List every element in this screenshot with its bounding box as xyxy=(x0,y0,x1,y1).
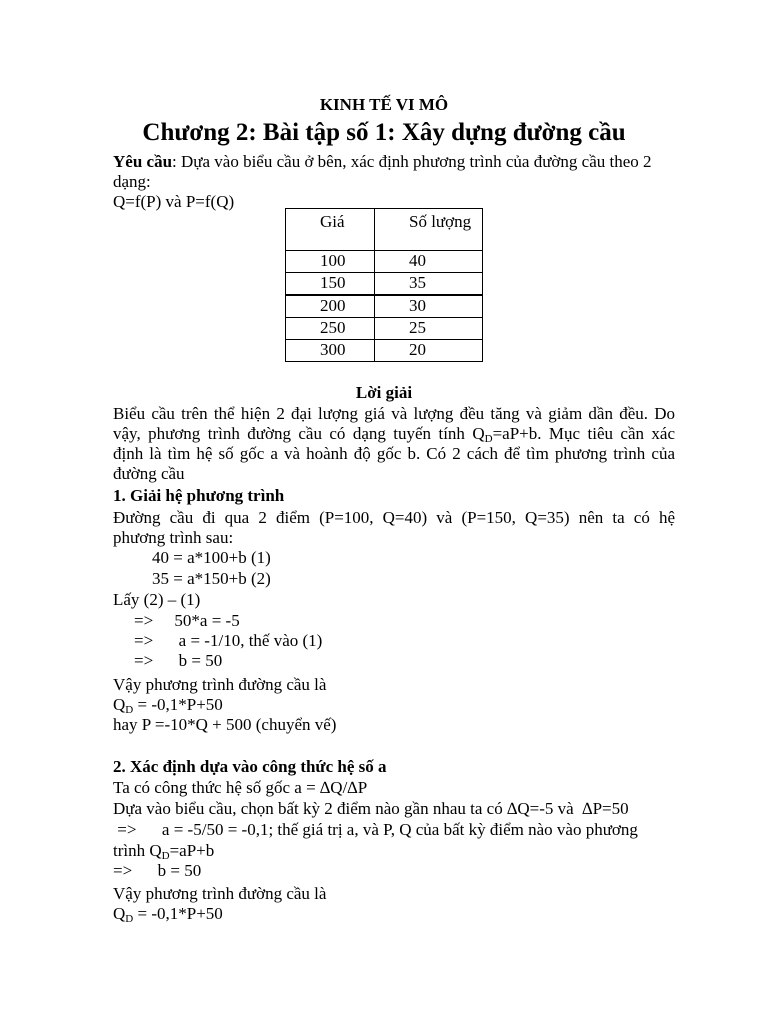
intro-text-a: vậy, phương trình đường cầu có dạng tuyến tính Q xyxy=(113,424,485,443)
cell-price: 250 xyxy=(286,318,375,340)
method2-heading: 2. Xác định dựa vào công thức hệ số a xyxy=(113,757,387,776)
requirement-forms: Q=f(P) và P=f(Q) xyxy=(113,192,235,211)
method2-line4 xyxy=(113,841,214,861)
requirement-line1 xyxy=(113,152,652,172)
demand-table xyxy=(285,208,483,362)
solution-intro-line3: định là tìm hệ số gốc a và hoành độ gốc b. Có 2 cách để tìm phương trình của xyxy=(113,444,675,463)
requirement-line2: dạng: xyxy=(113,172,151,191)
method2-result xyxy=(113,904,223,924)
subscript-d: D xyxy=(484,433,493,445)
table-row xyxy=(286,251,483,273)
method1-conclusion: Vậy phương trình đường cầu là xyxy=(113,675,327,694)
step-3: => b = 50 xyxy=(134,651,223,670)
solution-title: Lời giải xyxy=(355,383,413,402)
equation-2: 35 = a*150+b (2) xyxy=(152,569,271,588)
subtract-step: Lấy (2) – (1) xyxy=(113,590,201,609)
subscript-d: D xyxy=(161,850,170,862)
method1-line1: Đường cầu đi qua 2 điểm (P=100, Q=40) và (P=150, Q=35) nên ta có hệ xyxy=(113,508,675,527)
method1-line2: phương trình sau: xyxy=(113,528,234,547)
intro-text-b: =aP+b. Mục tiêu cần xác xyxy=(492,424,675,443)
method2-line5: => b = 50 xyxy=(113,861,202,880)
result-expr: = -0,1*P+50 xyxy=(133,695,223,714)
header-quantity: Số lượng xyxy=(375,209,483,251)
cell-price: 200 xyxy=(286,295,375,318)
solution-intro-line1: Biểu cầu trên thể hiện 2 đại lượng giá và lượng đều tăng và giảm dần đều. Do xyxy=(113,404,675,423)
table-header-row xyxy=(286,209,483,251)
method2-line3: => a = -5/50 = -0,1; thế giá trị a, và P, Q của bất kỳ điểm nào vào phương xyxy=(113,820,638,839)
result-q: Q xyxy=(113,904,126,923)
table-row xyxy=(286,273,483,296)
cell-quantity: 25 xyxy=(375,318,483,340)
method2-line1: Ta có công thức hệ số gốc a = ∆Q/∆P xyxy=(113,778,368,797)
cell-quantity: 30 xyxy=(375,295,483,318)
method2-line2: Dựa vào biểu cầu, chọn bất kỳ 2 điểm nào gần nhau ta có ∆Q=-5 và ∆P=50 xyxy=(113,799,629,818)
equation-1: 40 = a*100+b (1) xyxy=(152,548,271,567)
solution-intro-line2 xyxy=(113,424,675,444)
step-2: => a = -1/10, thế vào (1) xyxy=(134,631,323,650)
requirement-label: Yêu cầu xyxy=(113,152,173,171)
table-row xyxy=(286,295,483,318)
result-expr: = -0,1*P+50 xyxy=(133,904,223,923)
cell-quantity: 35 xyxy=(375,273,483,296)
method1-result xyxy=(113,695,223,715)
cell-quantity: 20 xyxy=(375,340,483,362)
cell-quantity: 40 xyxy=(375,251,483,273)
line4-text-b: =aP+b xyxy=(169,841,215,860)
cell-price: 300 xyxy=(286,340,375,362)
subscript-d: D xyxy=(125,704,134,716)
method1-alt: hay P =-10*Q + 500 (chuyển vế) xyxy=(113,715,337,734)
requirement-text: : Dựa vào biểu cầu ở bên, xác định phương trình của đường cầu theo 2 xyxy=(172,152,652,171)
cell-price: 150 xyxy=(286,273,375,296)
method1-heading: 1. Giải hệ phương trình xyxy=(113,486,285,505)
header-price: Giá xyxy=(286,209,375,251)
subscript-d: D xyxy=(125,913,134,925)
method2-conclusion: Vậy phương trình đường cầu là xyxy=(113,884,327,903)
line4-text-a: trình Q xyxy=(113,841,162,860)
subject-heading: KINH TẾ VI MÔ xyxy=(319,95,449,114)
step-1: => 50*a = -5 xyxy=(134,611,240,630)
cell-price: 100 xyxy=(286,251,375,273)
table-row xyxy=(286,340,483,362)
page-title: Chương 2: Bài tập số 1: Xây dựng đường cầu xyxy=(142,119,626,146)
solution-intro-line4: đường cầu xyxy=(113,464,185,483)
table-row xyxy=(286,318,483,340)
result-q: Q xyxy=(113,695,126,714)
